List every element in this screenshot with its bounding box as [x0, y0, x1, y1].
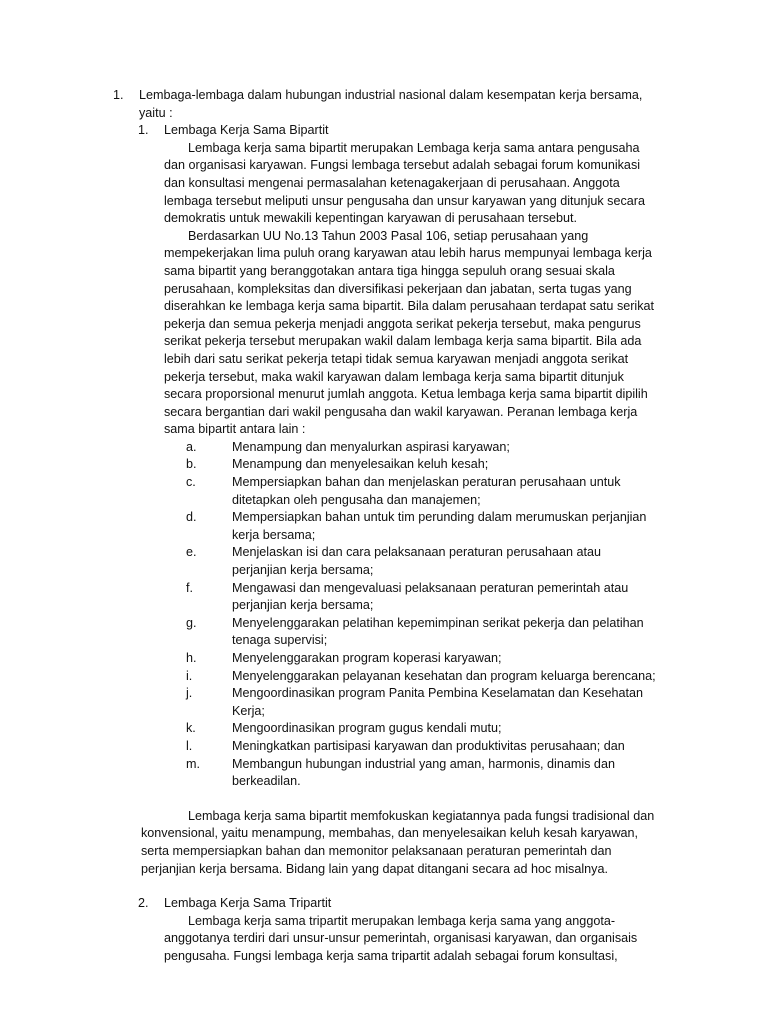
list-item-text: Menyelenggarakan pelatihan kepemimpinan serikat pekerja dan pelatihan tenaga supervisi;: [232, 615, 644, 648]
list-item: [164, 650, 658, 668]
list-item-letter: c.: [186, 475, 196, 490]
list-item-letter: i.: [186, 668, 193, 683]
list-item-text: Menampung dan menyalurkan aspirasi karyawan;: [232, 439, 510, 454]
list-item: [164, 544, 658, 579]
list-item-text: Mengoordinasikan program Panita Pembina Keselamatan dan Kesehatan Kerja;: [232, 686, 643, 718]
list-item: [164, 720, 658, 738]
list-item-letter: k.: [186, 721, 196, 736]
sub-item-2-number: 2.: [138, 896, 149, 911]
section-1: [113, 87, 658, 966]
list-item: [164, 456, 658, 474]
sub-item-1-number: 1.: [138, 123, 149, 138]
list-item: [164, 615, 658, 650]
sub-item-2-body: [164, 895, 658, 965]
list-item-letter: e.: [186, 545, 197, 560]
list-item: [164, 756, 658, 791]
list-item-text: Mengoordinasikan program gugus kendali mutu;: [232, 721, 502, 736]
sub-list: [113, 122, 658, 965]
list-item-text: Menyelenggarakan pelayanan kesehatan dan program keluarga berencana;: [232, 668, 656, 683]
list-item: [164, 685, 658, 720]
list-item-text: Membangun hubungan industrial yang aman, harmonis, dinamis dan berkeadilan.: [232, 756, 615, 789]
list-item-letter: f.: [186, 580, 193, 595]
bipartit-paragraph-1: Lembaga kerja sama bipartit merupakan Lembaga kerja sama antara pengusaha dan organisasi karyawan. Fungsi lembaga tersebut adalah sebagai forum komunikasi dan konsultasi mengenai permasalahan ketenagakerjaan di perusahaan. Anggota lembaga tersebut meliputi unsur pengusaha dan unsur karyawan yang ditunjuk secara demokratis untuk mewakili kepentingan karyawan di perusahaan tersebut.: [164, 140, 645, 226]
bipartit-paragraph-2: Berdasarkan UU No.13 Tahun 2003 Pasal 106, setiap perusahaan yang mempekerjakan lima puluh orang karyawan atau lebih harus mempunyai lembaga kerja sama bipartit yang beranggotakan antara tiga hingga sepuluh orang sesuai skala perusahaan, kompleksitas dan diversifikasi pekerjaan dan jabatan, serta tugas yang diserahkan ke lembaga kerja sama bipartit. Bila dalam perusahaan terdapat satu serikat pekerja dan semua pekerja menjadi anggota serikat pekerja tersebut, maka pengurus serikat pekerja tersebut merupakan wakil dalam lembaga kerja sama bipartit. Bila ada lebih dari satu serikat pekerja tetapi tidak semua karyawan menjadi anggota serikat pekerja tersebut, maka wakil karyawan dalam lembaga kerja sama bipartit ditunjuk secara proporsional menurut jumlah anggota. Ketua lembaga kerja sama bipartit dipilih secara bergantian dari wakil pengusaha dan wakil karyawan. Peranan lembaga kerja sama bipartit antara lain :: [164, 228, 655, 437]
list-item-letter: g.: [186, 615, 197, 630]
list-item: [164, 738, 658, 756]
list-item-letter: b.: [186, 457, 197, 472]
bipartit-closing-paragraph: Lembaga kerja sama bipartit memfokuskan kegiatannya pada fungsi tradisional dan konvensional, yaitu menampung, membahas, dan menyelesaikan keluh kesah karyawan, serta mempersiapkan bahan dan memonitor pelaksanaan peraturan pemerintah dan perjanjian kerja bersama. Bidang lain yang dapat ditangani secara ad hoc misalnya.: [141, 808, 655, 876]
list-item-text: Mengawasi dan mengevaluasi pelaksanaan peraturan pemerintah atau perjanjian kerja bersama;: [232, 580, 629, 613]
bipartit-roles-list: [164, 439, 658, 791]
list-item-text: Mempersiapkan bahan dan menjelaskan peraturan perusahaan untuk ditetapkan oleh pengusaha dan manajemen;: [232, 475, 621, 507]
list-item: [164, 668, 658, 686]
list-item-text: Mempersiapkan bahan untuk tim perunding dalam merumuskan perjanjian kerja bersama;: [232, 510, 647, 542]
list-item-letter: a.: [186, 439, 197, 454]
sub-item-1-body: [141, 122, 658, 878]
list-item: [164, 580, 658, 615]
tripartit-paragraph-1: Lembaga kerja sama tripartit merupakan lembaga kerja sama yang anggota-anggotanya terdiri dari unsur-unsur pemerintah, organisasi karyawan, dan organisais pengusaha. Fungsi lembaga kerja sama tripartit adalah sebagai forum konsultasi,: [164, 913, 638, 963]
main-numbered-list: [113, 87, 658, 966]
sub-item-2-title: Lembaga Kerja Sama Tripartit: [164, 896, 332, 911]
list-item-letter: m.: [186, 756, 200, 771]
list-item-letter: h.: [186, 651, 197, 665]
list-item-letter: j.: [186, 686, 193, 701]
section-1-heading-line2: yaitu :: [139, 105, 173, 120]
list-item: [164, 509, 658, 544]
section-1-number: 1.: [113, 88, 124, 102]
list-item-text: Menampung dan menyelesaikan keluh kesah;: [232, 457, 489, 472]
list-item-letter: d.: [186, 510, 197, 525]
section-1-heading: [139, 87, 658, 122]
sub-item-tripartit: [113, 895, 658, 965]
list-item-text: Menjelaskan isi dan cara pelaksanaan peraturan perusahaan atau perjanjian kerja bersama;: [232, 545, 601, 578]
list-item-text: Meningkatkan partisipasi karyawan dan produktivitas perusahaan; dan: [232, 738, 625, 753]
list-item-letter: l.: [186, 738, 193, 753]
section-1-body: [139, 87, 658, 966]
section-1-heading-line1: Lembaga-lembaga dalam hubungan industrial nasional dalam kesempatan kerja bersama,: [139, 88, 643, 102]
list-item: [164, 474, 658, 509]
list-item: [164, 439, 658, 457]
sub-item-bipartit: [113, 122, 658, 878]
list-item-text: Menyelenggarakan program koperasi karyawan;: [232, 651, 502, 665]
sub-item-1-title: Lembaga Kerja Sama Bipartit: [164, 123, 329, 138]
